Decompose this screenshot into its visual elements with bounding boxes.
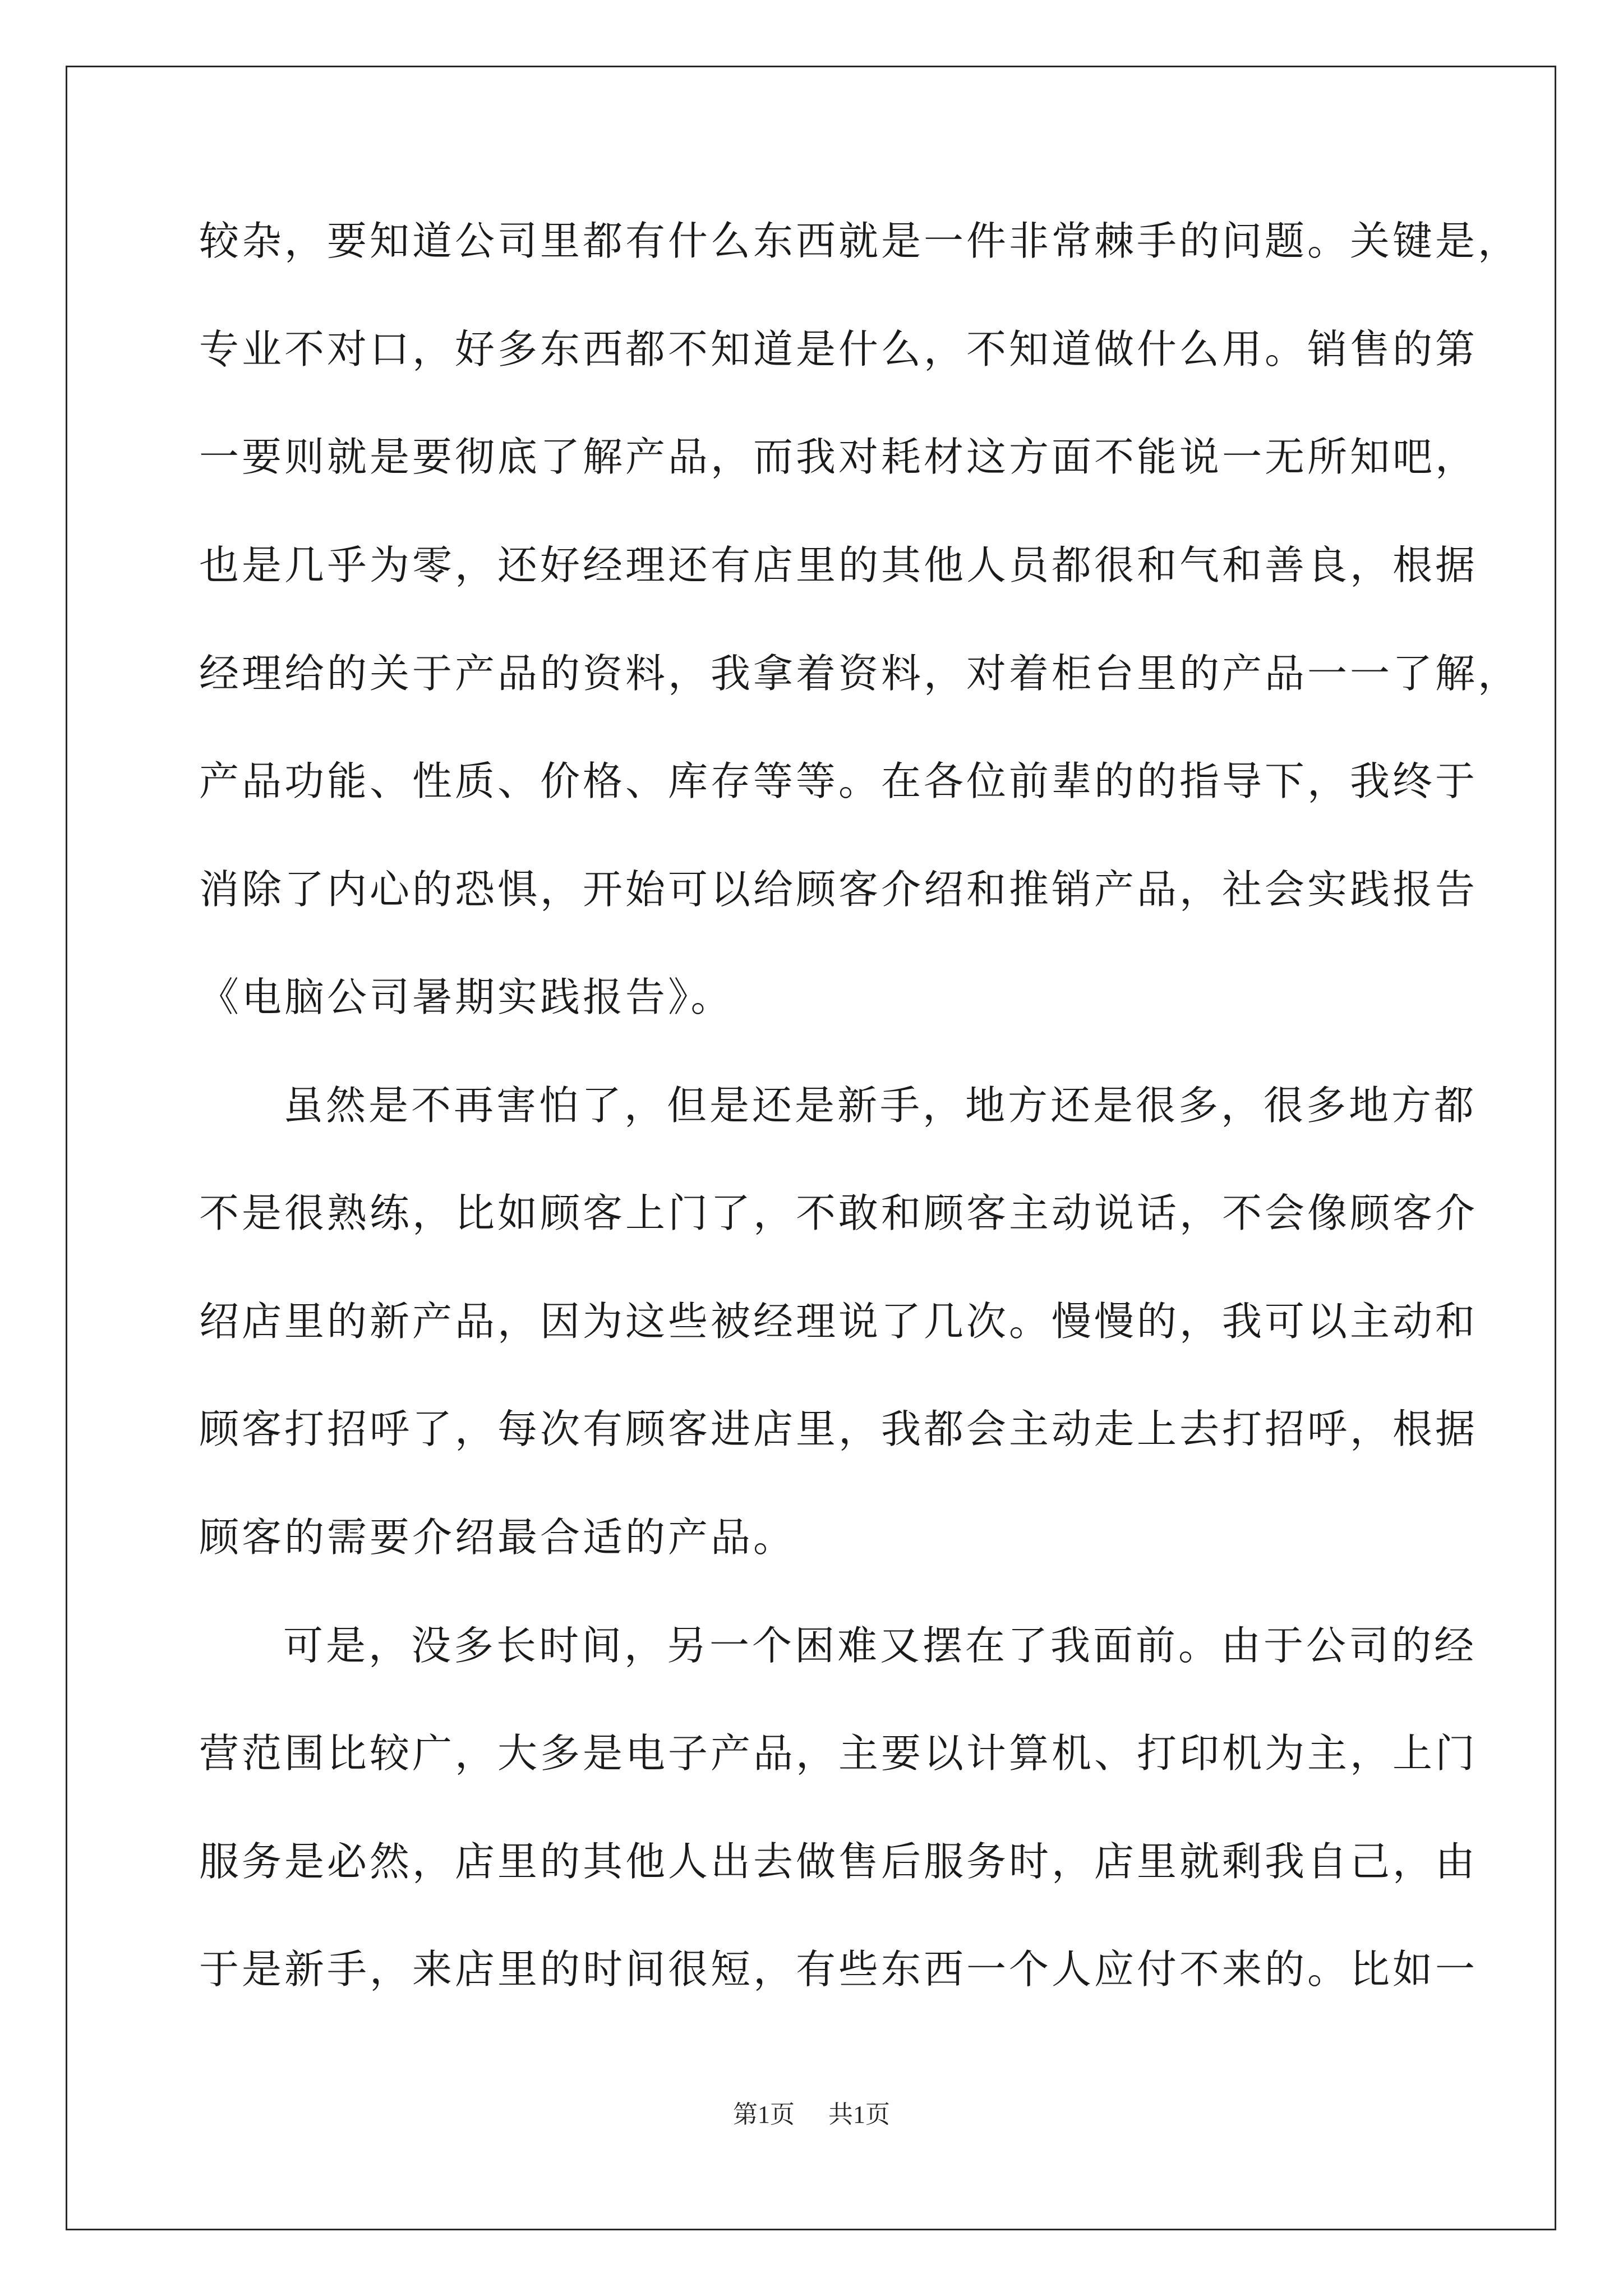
paragraph-first-line [199,1078,1477,1134]
page-footer [0,2098,1623,2132]
text-line: 较杂，要知道公司里都有什么东西就是一件非常棘手的问题。关键是， [199,218,1521,264]
page-border [66,66,1556,2230]
text-line: 不是很熟练，比如顾客上门了，不敢和顾客主动说话，不会像顾客介 [199,1190,1478,1236]
text-line: 消除了内心的恐惧，开始可以给顾客介绍和推销产品，社会实践报告 [199,866,1478,913]
text-line: 绍店里的新产品，因为这些被经理说了几次。慢慢的，我可以主动和 [199,1298,1478,1345]
text-line: 一要则就是要彻底了解产品，而我对耗材这方面不能说一无所知吧， [199,434,1478,480]
page-number: 第1页 [733,2101,795,2128]
paragraph-first-line [199,1618,1477,1674]
text-line: 可是，没多长时间，另一个困难又摆在了我面前。由于公司的经 [283,1622,1477,1669]
text-line: 《电脑公司暑期实践报告》。 [199,974,734,1020]
text-line: 顾客的需要介绍最合适的产品。 [199,1514,796,1561]
text-line: 也是几乎为零，还好经理还有店里的其他人员都很和气和善良，根据 [199,542,1478,588]
text-line: 虽然是不再害怕了，但是还是新手，地方还是很多，很多地方都 [283,1082,1477,1129]
page-total: 共1页 [828,2101,890,2128]
text-line: 服务是必然，店里的其他人出去做售后服务时，店里就剩我自己，由 [199,1838,1478,1885]
text-line: 经理给的关于产品的资料，我拿着资料，对着柜台里的产品一一了解， [199,650,1521,697]
text-line: 产品功能、性质、价格、库存等等。在各位前辈的的指导下，我终于 [199,758,1478,804]
text-line: 营范围比较广，大多是电子产品，主要以计算机、打印机为主，上门 [199,1730,1478,1777]
text-line: 专业不对口，好多东西都不知道是什么，不知道做什么用。销售的第 [199,326,1478,372]
text-line: 顾客打招呼了，每次有顾客进店里，我都会主动走上去打招呼，根据 [199,1406,1478,1452]
text-line: 于是新手，来店里的时间很短，有些东西一个人应付不来的。比如一 [199,1946,1478,1993]
